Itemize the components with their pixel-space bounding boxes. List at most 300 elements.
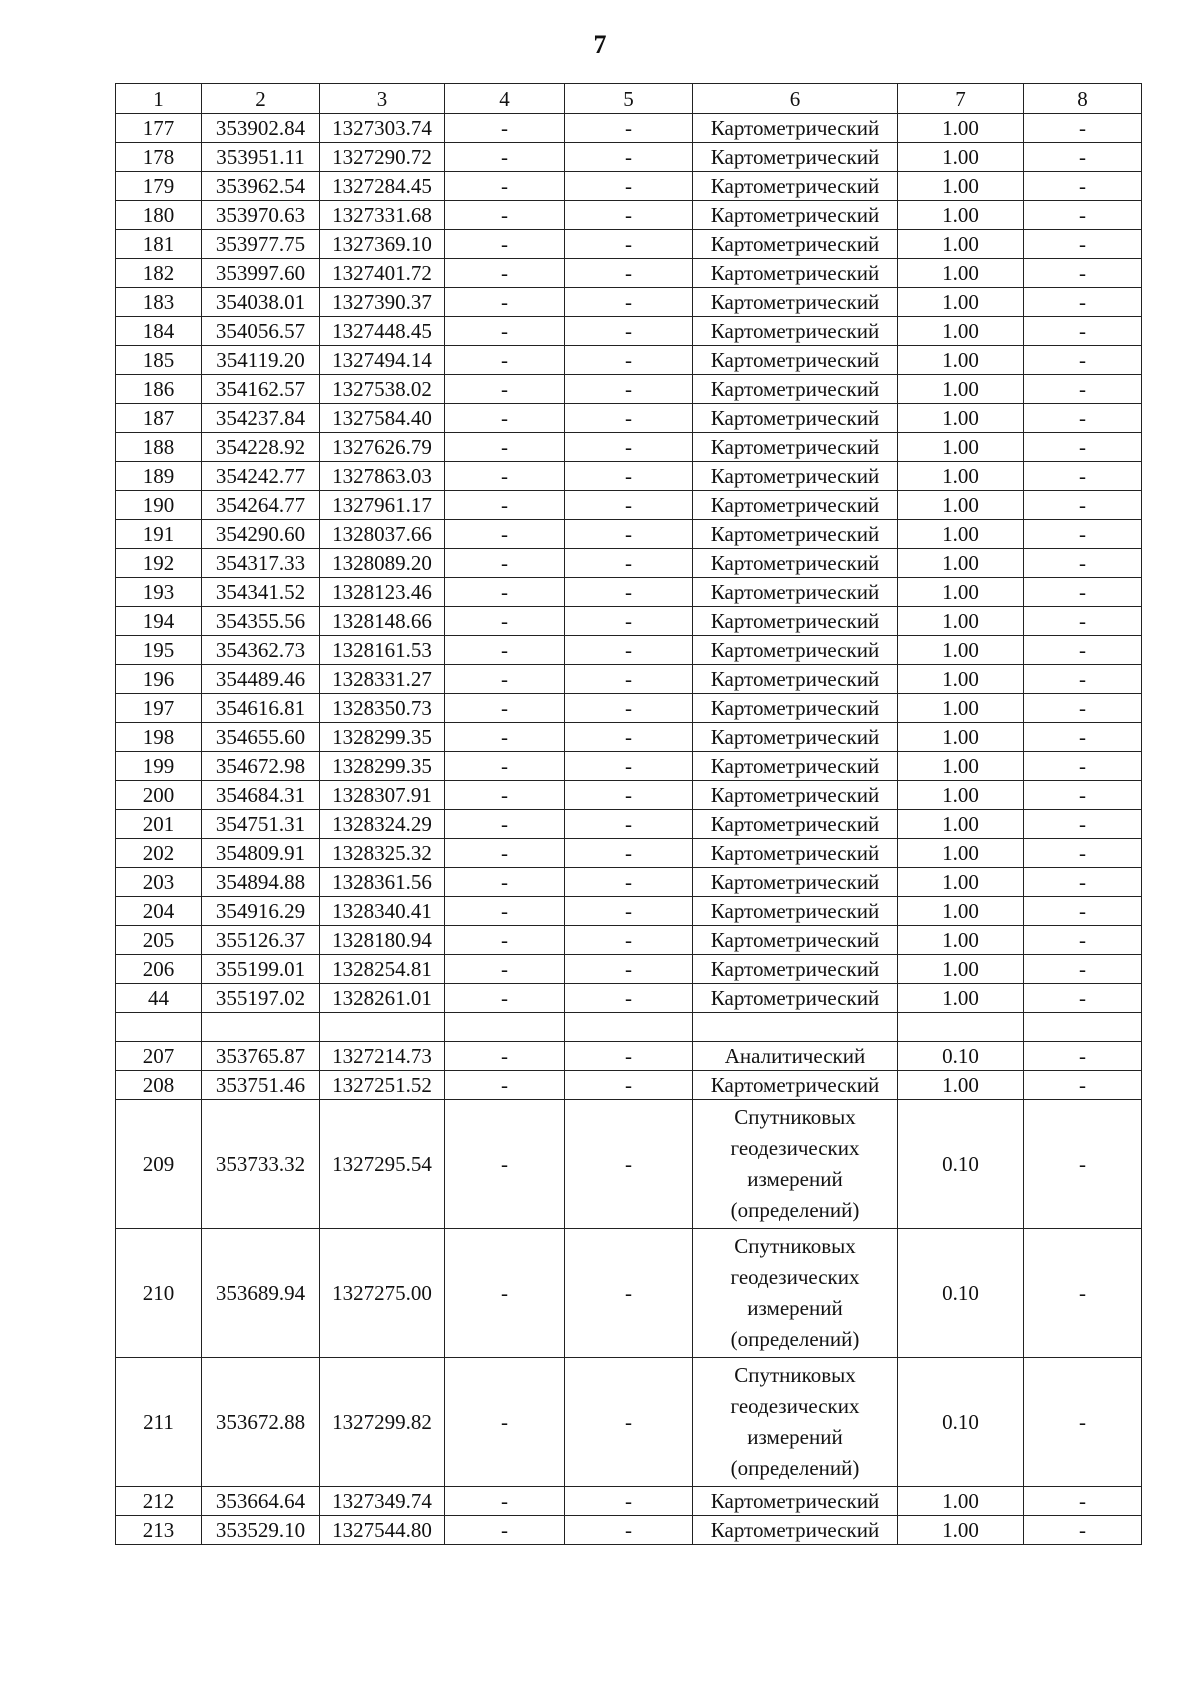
table-cell: Картометрический bbox=[693, 665, 898, 694]
table-cell: - bbox=[565, 433, 693, 462]
table-cell: 1.00 bbox=[898, 1487, 1024, 1516]
table-cell: Картометрический bbox=[693, 926, 898, 955]
table-cell bbox=[693, 1013, 898, 1042]
table-cell: 203 bbox=[116, 868, 202, 897]
table-cell: Спутниковых геодезических измерений (определений) bbox=[693, 1358, 898, 1487]
table-cell: - bbox=[1024, 1516, 1142, 1545]
table-row bbox=[116, 404, 1142, 433]
column-header: 6 bbox=[693, 84, 898, 114]
table-cell: 1328161.53 bbox=[320, 636, 445, 665]
table-cell: Картометрический bbox=[693, 955, 898, 984]
table-cell bbox=[320, 1013, 445, 1042]
table-cell: - bbox=[445, 607, 565, 636]
table-cell: 178 bbox=[116, 143, 202, 172]
table-cell: - bbox=[565, 404, 693, 433]
table-cell: 354489.46 bbox=[202, 665, 320, 694]
table-cell: - bbox=[565, 317, 693, 346]
column-header: 8 bbox=[1024, 84, 1142, 114]
table-cell: - bbox=[565, 839, 693, 868]
table-row bbox=[116, 230, 1142, 259]
table-cell: 1.00 bbox=[898, 868, 1024, 897]
table-cell: 1328148.66 bbox=[320, 607, 445, 636]
table-cell: 1.00 bbox=[898, 201, 1024, 230]
table-cell: - bbox=[445, 955, 565, 984]
table-cell: 353751.46 bbox=[202, 1071, 320, 1100]
table-cell: 1327299.82 bbox=[320, 1358, 445, 1487]
table-row bbox=[116, 143, 1142, 172]
table-cell: 195 bbox=[116, 636, 202, 665]
table-cell: 353951.11 bbox=[202, 143, 320, 172]
table-cell: - bbox=[1024, 955, 1142, 984]
table-cell: Картометрический bbox=[693, 694, 898, 723]
table-cell: 354355.56 bbox=[202, 607, 320, 636]
table-cell: 208 bbox=[116, 1071, 202, 1100]
table-row bbox=[116, 1013, 1142, 1042]
table-cell: 186 bbox=[116, 375, 202, 404]
table-cell: Спутниковых геодезических измерений (определений) bbox=[693, 1229, 898, 1358]
column-header: 2 bbox=[202, 84, 320, 114]
table-cell: 353529.10 bbox=[202, 1516, 320, 1545]
table-cell: 189 bbox=[116, 462, 202, 491]
table-cell: - bbox=[565, 665, 693, 694]
table-row bbox=[116, 1071, 1142, 1100]
table-cell: - bbox=[1024, 404, 1142, 433]
table-cell: - bbox=[565, 230, 693, 259]
table-cell: - bbox=[565, 491, 693, 520]
table-cell: 1.00 bbox=[898, 404, 1024, 433]
table-cell: - bbox=[1024, 636, 1142, 665]
table-cell: 1.00 bbox=[898, 897, 1024, 926]
table-cell: 1.00 bbox=[898, 926, 1024, 955]
table-row bbox=[116, 636, 1142, 665]
table-cell: 1327251.52 bbox=[320, 1071, 445, 1100]
table-cell: - bbox=[445, 404, 565, 433]
table-header bbox=[116, 84, 1142, 114]
table-cell: 353689.94 bbox=[202, 1229, 320, 1358]
table-cell: 1328324.29 bbox=[320, 810, 445, 839]
table-cell: 354264.77 bbox=[202, 491, 320, 520]
table-cell: 190 bbox=[116, 491, 202, 520]
table-row bbox=[116, 694, 1142, 723]
table-cell: 1327538.02 bbox=[320, 375, 445, 404]
table-cell: - bbox=[445, 781, 565, 810]
table-cell: 1.00 bbox=[898, 288, 1024, 317]
table-cell: 1328037.66 bbox=[320, 520, 445, 549]
table-cell: - bbox=[565, 1042, 693, 1071]
table-cell: 191 bbox=[116, 520, 202, 549]
table-cell: - bbox=[445, 897, 565, 926]
column-header: 7 bbox=[898, 84, 1024, 114]
table-cell: - bbox=[565, 114, 693, 143]
table-cell: 181 bbox=[116, 230, 202, 259]
table-cell: - bbox=[1024, 172, 1142, 201]
table-cell: Картометрический bbox=[693, 288, 898, 317]
table-cell: 188 bbox=[116, 433, 202, 462]
table-cell: - bbox=[1024, 839, 1142, 868]
table-row bbox=[116, 549, 1142, 578]
table-cell: 354038.01 bbox=[202, 288, 320, 317]
table-cell: 1327214.73 bbox=[320, 1042, 445, 1071]
table-cell: 1.00 bbox=[898, 462, 1024, 491]
table-cell: 354894.88 bbox=[202, 868, 320, 897]
table-cell: - bbox=[1024, 1229, 1142, 1358]
table-row bbox=[116, 201, 1142, 230]
table-cell: Картометрический bbox=[693, 578, 898, 607]
table-row bbox=[116, 955, 1142, 984]
table-cell: 206 bbox=[116, 955, 202, 984]
table-cell: - bbox=[445, 839, 565, 868]
table-cell: Аналитический bbox=[693, 1042, 898, 1071]
table-cell: - bbox=[565, 694, 693, 723]
table-cell: 1328180.94 bbox=[320, 926, 445, 955]
column-header: 3 bbox=[320, 84, 445, 114]
table-cell: 1.00 bbox=[898, 781, 1024, 810]
table-row bbox=[116, 752, 1142, 781]
table-cell: 354056.57 bbox=[202, 317, 320, 346]
table-cell: 210 bbox=[116, 1229, 202, 1358]
table-cell: 1328123.46 bbox=[320, 578, 445, 607]
table-cell: Картометрический bbox=[693, 317, 898, 346]
table-cell: 194 bbox=[116, 607, 202, 636]
table-cell: 354119.20 bbox=[202, 346, 320, 375]
table-cell: 1327863.03 bbox=[320, 462, 445, 491]
table-cell: 354684.31 bbox=[202, 781, 320, 810]
table-cell: - bbox=[1024, 1100, 1142, 1229]
table-cell: 1327303.74 bbox=[320, 114, 445, 143]
table-cell: - bbox=[445, 259, 565, 288]
table-cell: 1.00 bbox=[898, 143, 1024, 172]
table-cell: 209 bbox=[116, 1100, 202, 1229]
table-cell: 1328299.35 bbox=[320, 752, 445, 781]
table-row bbox=[116, 491, 1142, 520]
table-row bbox=[116, 839, 1142, 868]
table-cell: 212 bbox=[116, 1487, 202, 1516]
table-cell: - bbox=[445, 665, 565, 694]
table-cell: 1328254.81 bbox=[320, 955, 445, 984]
table-cell: 354237.84 bbox=[202, 404, 320, 433]
table-cell: 201 bbox=[116, 810, 202, 839]
table-row bbox=[116, 781, 1142, 810]
column-header: 5 bbox=[565, 84, 693, 114]
table-cell: 0.10 bbox=[898, 1042, 1024, 1071]
table-cell: - bbox=[1024, 868, 1142, 897]
table-cell: 44 bbox=[116, 984, 202, 1013]
table-cell: 1327961.17 bbox=[320, 491, 445, 520]
table-cell: Картометрический bbox=[693, 143, 898, 172]
table-row bbox=[116, 1229, 1142, 1358]
table-cell: 1327295.54 bbox=[320, 1100, 445, 1229]
table-cell: 353902.84 bbox=[202, 114, 320, 143]
table-cell: 193 bbox=[116, 578, 202, 607]
table-cell: - bbox=[445, 723, 565, 752]
table-cell: - bbox=[445, 1229, 565, 1358]
table-cell: - bbox=[445, 578, 565, 607]
table-row bbox=[116, 897, 1142, 926]
table-cell: 354616.81 bbox=[202, 694, 320, 723]
table-cell: - bbox=[445, 810, 565, 839]
table-cell: - bbox=[1024, 114, 1142, 143]
table-cell: 184 bbox=[116, 317, 202, 346]
table-cell: 1.00 bbox=[898, 984, 1024, 1013]
table-cell: 1328299.35 bbox=[320, 723, 445, 752]
table-cell: 183 bbox=[116, 288, 202, 317]
table-cell: Картометрический bbox=[693, 404, 898, 433]
table-cell: - bbox=[565, 259, 693, 288]
table-cell: Картометрический bbox=[693, 1487, 898, 1516]
table-cell: - bbox=[565, 288, 693, 317]
table-cell: 355197.02 bbox=[202, 984, 320, 1013]
table-row bbox=[116, 520, 1142, 549]
table-row bbox=[116, 1516, 1142, 1545]
table-cell: 1327369.10 bbox=[320, 230, 445, 259]
table-cell: 354290.60 bbox=[202, 520, 320, 549]
table-row bbox=[116, 984, 1142, 1013]
table-cell: 177 bbox=[116, 114, 202, 143]
table-cell: 196 bbox=[116, 665, 202, 694]
table-cell: Картометрический bbox=[693, 1071, 898, 1100]
table-cell: 1327448.45 bbox=[320, 317, 445, 346]
table-cell: - bbox=[565, 1487, 693, 1516]
table-cell: 355126.37 bbox=[202, 926, 320, 955]
table-row bbox=[116, 433, 1142, 462]
table-cell: 1.00 bbox=[898, 1516, 1024, 1545]
table-cell: Картометрический bbox=[693, 868, 898, 897]
table-cell: 1327275.00 bbox=[320, 1229, 445, 1358]
table-cell: - bbox=[1024, 1042, 1142, 1071]
table-cell: - bbox=[1024, 1487, 1142, 1516]
header-row bbox=[116, 84, 1142, 114]
table-cell: 354672.98 bbox=[202, 752, 320, 781]
table-cell: 1328340.41 bbox=[320, 897, 445, 926]
table-cell: 353962.54 bbox=[202, 172, 320, 201]
table-row bbox=[116, 1042, 1142, 1071]
table-cell: 353733.32 bbox=[202, 1100, 320, 1229]
table-cell: 185 bbox=[116, 346, 202, 375]
table-cell: 353672.88 bbox=[202, 1358, 320, 1487]
table-cell: - bbox=[445, 1358, 565, 1487]
table-cell: - bbox=[445, 636, 565, 665]
table-cell: - bbox=[1024, 433, 1142, 462]
table-cell: 1.00 bbox=[898, 433, 1024, 462]
table-cell: 211 bbox=[116, 1358, 202, 1487]
table-cell: 1.00 bbox=[898, 665, 1024, 694]
table-cell: 354751.31 bbox=[202, 810, 320, 839]
table-cell: - bbox=[445, 375, 565, 404]
table-cell: - bbox=[445, 114, 565, 143]
table-cell: Картометрический bbox=[693, 520, 898, 549]
table-cell: 1328325.32 bbox=[320, 839, 445, 868]
table-cell: 354228.92 bbox=[202, 433, 320, 462]
table-cell: 1.00 bbox=[898, 839, 1024, 868]
table-row bbox=[116, 868, 1142, 897]
table-row bbox=[116, 1358, 1142, 1487]
table-cell: 1327401.72 bbox=[320, 259, 445, 288]
table-cell: 1.00 bbox=[898, 375, 1024, 404]
table-cell: - bbox=[565, 1100, 693, 1229]
table-cell: - bbox=[445, 433, 565, 462]
table-cell: - bbox=[1024, 926, 1142, 955]
table-cell: Картометрический bbox=[693, 752, 898, 781]
table-row bbox=[116, 346, 1142, 375]
table-cell: 354341.52 bbox=[202, 578, 320, 607]
table-cell: 353997.60 bbox=[202, 259, 320, 288]
table-cell bbox=[116, 1013, 202, 1042]
table-cell: 198 bbox=[116, 723, 202, 752]
table-cell: - bbox=[1024, 781, 1142, 810]
table-cell: - bbox=[445, 1516, 565, 1545]
table-cell: 200 bbox=[116, 781, 202, 810]
table-cell: - bbox=[565, 1358, 693, 1487]
table-row bbox=[116, 578, 1142, 607]
table-body bbox=[116, 114, 1142, 1545]
table-cell: Картометрический bbox=[693, 491, 898, 520]
table-cell: - bbox=[1024, 317, 1142, 346]
column-header: 4 bbox=[445, 84, 565, 114]
table-cell: Картометрический bbox=[693, 114, 898, 143]
table-cell: Картометрический bbox=[693, 172, 898, 201]
table-cell: - bbox=[565, 984, 693, 1013]
table-cell: 1327584.40 bbox=[320, 404, 445, 433]
table-cell: - bbox=[565, 810, 693, 839]
table-cell: 354362.73 bbox=[202, 636, 320, 665]
table-cell: Картометрический bbox=[693, 549, 898, 578]
table-cell: 1.00 bbox=[898, 346, 1024, 375]
table-cell: - bbox=[1024, 462, 1142, 491]
table-cell: Картометрический bbox=[693, 1516, 898, 1545]
table-cell: - bbox=[1024, 549, 1142, 578]
table-cell: - bbox=[445, 868, 565, 897]
table-cell: Картометрический bbox=[693, 607, 898, 636]
table-cell: Картометрический bbox=[693, 984, 898, 1013]
table-cell: 207 bbox=[116, 1042, 202, 1071]
table-cell: 1328350.73 bbox=[320, 694, 445, 723]
table-cell: 213 bbox=[116, 1516, 202, 1545]
table-cell: Картометрический bbox=[693, 462, 898, 491]
table-cell: 1.00 bbox=[898, 114, 1024, 143]
table-cell: - bbox=[1024, 1358, 1142, 1487]
table-cell: - bbox=[1024, 607, 1142, 636]
table-cell: 1.00 bbox=[898, 549, 1024, 578]
table-row bbox=[116, 375, 1142, 404]
table-cell: 1.00 bbox=[898, 955, 1024, 984]
table-cell: - bbox=[445, 172, 565, 201]
table-cell: Картометрический bbox=[693, 810, 898, 839]
table-cell: - bbox=[565, 172, 693, 201]
table-cell: 1327494.14 bbox=[320, 346, 445, 375]
table-cell: 354162.57 bbox=[202, 375, 320, 404]
table-cell: - bbox=[565, 955, 693, 984]
table-cell: - bbox=[1024, 810, 1142, 839]
table-cell: - bbox=[1024, 723, 1142, 752]
table-cell: - bbox=[1024, 578, 1142, 607]
table-cell: - bbox=[445, 201, 565, 230]
table-cell: - bbox=[445, 752, 565, 781]
table-cell: - bbox=[565, 201, 693, 230]
table-cell: - bbox=[445, 230, 565, 259]
table-cell: - bbox=[445, 491, 565, 520]
table-cell: - bbox=[565, 462, 693, 491]
table-cell: 1328089.20 bbox=[320, 549, 445, 578]
table-cell: Картометрический bbox=[693, 433, 898, 462]
table-cell: - bbox=[445, 143, 565, 172]
table-cell: - bbox=[1024, 143, 1142, 172]
table-cell bbox=[1024, 1013, 1142, 1042]
table-cell: 0.10 bbox=[898, 1100, 1024, 1229]
table-cell: 199 bbox=[116, 752, 202, 781]
table-cell: - bbox=[445, 317, 565, 346]
table-cell: 1.00 bbox=[898, 172, 1024, 201]
page-number: 7 bbox=[593, 30, 607, 59]
table-cell: 1327544.80 bbox=[320, 1516, 445, 1545]
table-cell: 1.00 bbox=[898, 607, 1024, 636]
table-row bbox=[116, 114, 1142, 143]
table-cell: - bbox=[565, 752, 693, 781]
table-cell: 1.00 bbox=[898, 491, 1024, 520]
table-cell: - bbox=[1024, 1071, 1142, 1100]
table-cell: - bbox=[565, 520, 693, 549]
table-cell: 182 bbox=[116, 259, 202, 288]
table-cell: - bbox=[445, 694, 565, 723]
table-cell: - bbox=[445, 1042, 565, 1071]
table-row bbox=[116, 723, 1142, 752]
table-cell: 354317.33 bbox=[202, 549, 320, 578]
table-cell: 197 bbox=[116, 694, 202, 723]
table-cell: - bbox=[445, 462, 565, 491]
table-row bbox=[116, 1487, 1142, 1516]
table-cell: 204 bbox=[116, 897, 202, 926]
table-cell: - bbox=[565, 549, 693, 578]
table-cell: 1328307.91 bbox=[320, 781, 445, 810]
table-cell: - bbox=[565, 868, 693, 897]
table-cell: - bbox=[445, 1487, 565, 1516]
table-cell bbox=[202, 1013, 320, 1042]
table-cell: - bbox=[565, 607, 693, 636]
table-cell: 1327290.72 bbox=[320, 143, 445, 172]
table-row bbox=[116, 1100, 1142, 1229]
table-row bbox=[116, 462, 1142, 491]
table-cell: Картометрический bbox=[693, 636, 898, 665]
table-cell: 1.00 bbox=[898, 259, 1024, 288]
table-cell: 1.00 bbox=[898, 694, 1024, 723]
table-cell: 0.10 bbox=[898, 1358, 1024, 1487]
table-cell: - bbox=[565, 143, 693, 172]
table-cell: - bbox=[565, 926, 693, 955]
table-cell: - bbox=[565, 897, 693, 926]
table-cell: 1328261.01 bbox=[320, 984, 445, 1013]
table-cell: 1327284.45 bbox=[320, 172, 445, 201]
table-cell: 354809.91 bbox=[202, 839, 320, 868]
table-cell: - bbox=[565, 1229, 693, 1358]
table-cell: 1327349.74 bbox=[320, 1487, 445, 1516]
table-cell: 205 bbox=[116, 926, 202, 955]
table-cell: Картометрический bbox=[693, 781, 898, 810]
table-cell: - bbox=[565, 1071, 693, 1100]
table-cell: - bbox=[1024, 984, 1142, 1013]
table-cell: 1.00 bbox=[898, 578, 1024, 607]
table-cell: Картометрический bbox=[693, 897, 898, 926]
table-cell: 355199.01 bbox=[202, 955, 320, 984]
table-cell: 1.00 bbox=[898, 810, 1024, 839]
table-cell: - bbox=[445, 926, 565, 955]
table-cell: 0.10 bbox=[898, 1229, 1024, 1358]
table-cell: - bbox=[1024, 897, 1142, 926]
table-cell: 353977.75 bbox=[202, 230, 320, 259]
table-cell: - bbox=[445, 549, 565, 578]
table-cell: 1.00 bbox=[898, 723, 1024, 752]
table-cell: 1.00 bbox=[898, 1071, 1024, 1100]
table-cell: 1328361.56 bbox=[320, 868, 445, 897]
table-cell: - bbox=[565, 375, 693, 404]
